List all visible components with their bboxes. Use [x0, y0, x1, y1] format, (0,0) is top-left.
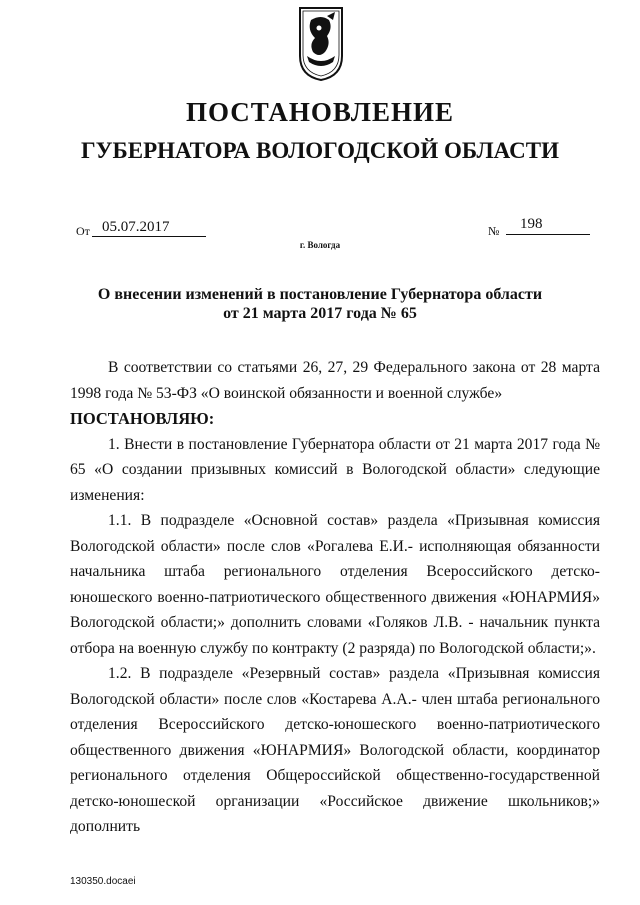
document-title: ПОСТАНОВЛЕНИЕ [185, 97, 455, 127]
paragraph-1-2: 1.2. В подразделе «Резервный состав» раздела «Призывная комиссия Вологодской области» после слов «Костарева А.А.- член штаба регионального отделения Всероссийского детско-юношеского военно-патриотического общественного движения «ЮНАРМИЯ» Вологодской области, координатор регионального отделения Общероссийской общественно-государственной детско-юношеской организации «Российское движение школьников;» дополнить [70, 665, 600, 835]
paragraph-1: 1. Внести в постановление Губернатора области от 21 марта 2017 года № 65 «О создании призывных комиссий в Вологодской области» следующие изменения: [70, 435, 600, 504]
number-prefix: № [488, 224, 500, 238]
coat-of-arms-icon [297, 6, 345, 82]
document-date: 05.07.2017 [92, 218, 206, 237]
document-issuer: ГУБЕРНАТОРА ВОЛОГОДСКОЙ ОБЛАСТИ [81, 138, 559, 163]
paragraph-1-1: 1.1. В подразделе «Основной состав» раздела «Призывная комиссия Вологодской области» после слов «Рогалева Е.И.- исполняющая обязанности начальника штаба регионального отделения Всероссийского детско-юношеского военно-патриотического общественного движения «ЮНАРМИЯ» Вологодской области;» дополнить словами «Голяков Л.В. - начальник пункта отбора на военную службу по контракту (2 разряда) по Вологодской области;». [70, 512, 600, 657]
date-prefix: От [76, 224, 90, 238]
file-code: 130350.docaei [70, 876, 136, 887]
decree-heading: ПОСТАНОВЛЯЮ: [70, 409, 215, 428]
preamble-paragraph: В соответствии со статьями 26, 27, 29 Федерального закона от 28 марта 1998 года № 53-ФЗ «О воинской обязанности и военной службе» [70, 359, 600, 402]
subject-line-1: О внесении изменений в постановление Губернатора области [97, 286, 543, 303]
subject-line-2: от 21 марта 2017 года № 65 [223, 305, 417, 322]
document-city: г. Вологда [299, 240, 341, 250]
document-number: 198 [506, 214, 590, 235]
document-body [70, 355, 600, 840]
document-subject [0, 285, 640, 323]
